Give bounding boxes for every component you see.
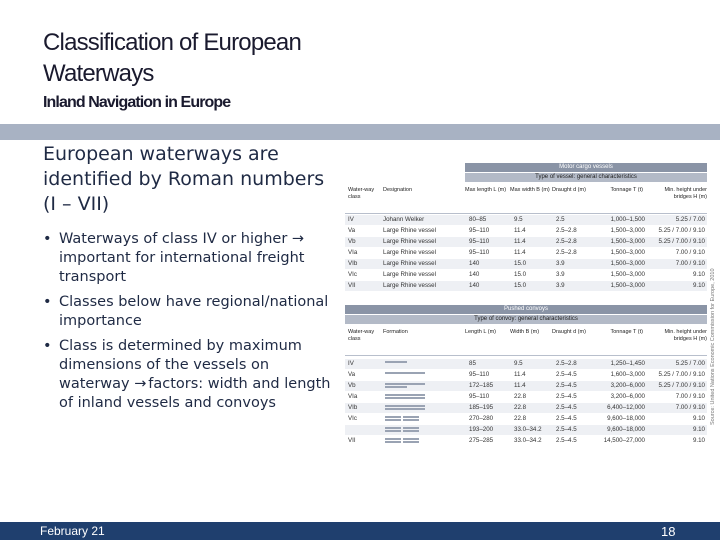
table-cell: 33.0–34.2 [514, 437, 542, 444]
section2-title: Pushed convoys [345, 305, 707, 314]
table-cell: Large Rhine vessel [383, 249, 436, 256]
table-cell: Large Rhine vessel [383, 260, 436, 267]
table-cell: 22.8 [514, 393, 527, 400]
table-row [345, 237, 707, 247]
table-header-cell: Water-way class [348, 187, 375, 200]
table-cell: 9.5 [514, 360, 523, 367]
table-cell: 11.4 [514, 227, 526, 234]
table-cell: VIb [348, 260, 358, 267]
table-header-cell: Designation [383, 187, 413, 193]
table-cell: 22.8 [514, 404, 527, 411]
table-cell: 2.5–4.5 [556, 404, 577, 411]
table-cell: Large Rhine vessel [383, 282, 436, 289]
table-cell: 15.0 [514, 282, 527, 289]
table-cell: 22.8 [514, 415, 527, 422]
table-header-cell: Length L (m) [465, 329, 496, 335]
convoy-formation-mark [385, 419, 401, 421]
table-cell: 2.5–2.8 [556, 227, 577, 234]
table-row [345, 381, 707, 391]
convoy-formation-mark [403, 394, 425, 396]
waterway-classification-table [345, 163, 707, 459]
bullet-item: • Class is determined by maximum dimensions of the vessels on waterway → factors: width and length of inland vessels and convoys [43, 338, 331, 411]
table-cell: Large Rhine vessel [383, 238, 436, 245]
convoy-formation-mark [403, 405, 425, 407]
table-cell: VIa [348, 249, 358, 256]
table-row [345, 392, 707, 402]
table-header-cell: Max length L (m) [465, 187, 507, 193]
footer-bar [0, 522, 720, 540]
table-cell: IV [348, 360, 354, 367]
bullet-item: • Waterways of class IV or higher →important for international freight transport [43, 231, 305, 285]
table-cell: 15.0 [514, 260, 527, 267]
convoy-formation-mark [403, 372, 425, 374]
table-row [345, 359, 707, 369]
table-cell: 9,600–18,000 [607, 415, 645, 422]
table-header-cell: Water-way class [348, 329, 375, 342]
slide-title: Classification of European Waterways [43, 29, 302, 87]
table-cell: 9.10 [692, 437, 705, 444]
table-cell: 95–110 [469, 393, 490, 400]
table-cell: 2.5–4.5 [556, 415, 577, 422]
table-cell: 270–280 [469, 415, 494, 422]
table-cell: 3.9 [556, 282, 565, 289]
table-cell: 172–185 [469, 382, 494, 389]
table-cell: 11.4 [514, 371, 526, 378]
table-cell: 95–110 [469, 227, 490, 234]
table-cell: 6,400–12,000 [607, 404, 645, 411]
table-cell: 1,600–3,000 [610, 371, 645, 378]
table-cell: Vb [348, 238, 356, 245]
arrow-right-icon: → [134, 376, 147, 392]
table-row [345, 425, 707, 435]
table-cell: Vb [348, 382, 356, 389]
table-row [345, 248, 707, 258]
table-cell: 1,500–3,000 [610, 260, 645, 267]
convoy-formation-mark [385, 441, 401, 443]
table-cell: 7.00 / 9.10 [675, 260, 705, 267]
table-cell: 9.10 [692, 415, 705, 422]
table-cell: 11.4 [514, 382, 526, 389]
convoy-formation-mark [385, 361, 407, 363]
table-cell: 5.25 / 7.00 / 9.10 [658, 371, 705, 378]
table-cell: 15.0 [514, 271, 527, 278]
table-cell: 14,500–27,000 [603, 437, 645, 444]
table-cell: 1,500–3,000 [610, 282, 645, 289]
table-cell: 5.25 / 7.00 / 9.10 [658, 382, 705, 389]
table-cell: Va [348, 371, 356, 378]
page-number: 18 [661, 524, 676, 539]
table-row [345, 215, 707, 225]
table-header-cell: Tonnage T (t) [610, 187, 643, 193]
table-cell: 2.5 [556, 216, 565, 223]
table-cell: 2.5–2.8 [556, 238, 577, 245]
table-separator [345, 355, 707, 356]
table-cell: 275–285 [469, 437, 494, 444]
table-cell: 9.10 [692, 282, 705, 289]
table-cell: 33.0–34.2 [514, 426, 542, 433]
table-cell: 95–110 [469, 249, 490, 256]
convoy-formation-mark [385, 416, 401, 418]
table-cell: 11.4 [514, 249, 526, 256]
table-cell: VIc [348, 271, 357, 278]
table-cell: 2.5–4.5 [556, 437, 577, 444]
table-cell: 185–195 [469, 404, 494, 411]
table-cell: VIc [348, 415, 357, 422]
table-cell: 2.5–4.5 [556, 426, 577, 433]
table-cell: 9.10 [692, 426, 705, 433]
table-separator [345, 213, 707, 214]
bullet-list [43, 230, 343, 419]
table-cell: 9.5 [514, 216, 523, 223]
table-cell: 85 [469, 360, 476, 367]
table-header-cell: Draught d (m) [552, 329, 586, 335]
table-cell: 7.00 / 9.10 [675, 404, 705, 411]
table-row [345, 270, 707, 280]
table-cell: 1,500–3,000 [610, 238, 645, 245]
table-cell: 2.5–4.5 [556, 371, 577, 378]
table-cell: 140 [469, 282, 480, 289]
table-cell: 7.00 / 9.10 [675, 249, 705, 256]
convoy-formation-mark [403, 416, 419, 418]
section2-subtitle: Type of convoy: general characteristics [345, 315, 707, 324]
table-cell: IV [348, 216, 354, 223]
bullet-item: • Classes below have regional/national importance [43, 294, 329, 329]
table-cell: 1,000–1,500 [610, 216, 645, 223]
table-cell: 11.4 [514, 238, 526, 245]
table-row [345, 370, 707, 380]
convoy-formation-mark [403, 438, 419, 440]
convoy-formation-mark [403, 419, 419, 421]
table-header-cell: Width B (m) [510, 329, 540, 335]
table-header-cell: Min. height under bridges H (m) [664, 187, 707, 200]
convoy-formation-mark [403, 408, 425, 410]
table-cell: VII [348, 437, 356, 444]
table-cell: 1,500–3,000 [610, 249, 645, 256]
table-cell: 3.9 [556, 260, 565, 267]
table-cell: 140 [469, 260, 480, 267]
table-cell: VIa [348, 393, 358, 400]
table-row [345, 281, 707, 291]
table-cell: VII [348, 282, 356, 289]
table-cell: Johann Welker [383, 216, 425, 223]
table-cell: 5.25 / 7.00 [675, 360, 705, 367]
table-cell: 3,200–6,000 [610, 382, 645, 389]
table-cell: 1,500–3,000 [610, 227, 645, 234]
convoy-formation-mark [403, 397, 425, 399]
table-cell: 80–85 [469, 216, 487, 223]
lead-text: European waterways are identified by Roman numbers (I – VII) [43, 143, 325, 215]
table-cell: VIb [348, 404, 358, 411]
table-cell: 1,500–3,000 [610, 271, 645, 278]
table-cell: 193–200 [469, 426, 494, 433]
table-cell: 2.5–2.8 [556, 360, 577, 367]
table-cell: Large Rhine vessel [383, 227, 436, 234]
table-cell: 9.10 [692, 271, 705, 278]
table-cell: Large Rhine vessel [383, 271, 436, 278]
table-header-cell: Formation [383, 329, 408, 335]
arrow-right-icon: → [291, 231, 305, 247]
table-cell: 95–110 [469, 238, 490, 245]
table-cell: Va [348, 227, 356, 234]
convoy-formation-mark [385, 438, 401, 440]
convoy-formation-mark [403, 430, 419, 432]
table-cell: 1,250–1,450 [610, 360, 645, 367]
table-cell: 140 [469, 271, 480, 278]
table-header-cell: Max width B (m) [510, 187, 550, 193]
table-header-cell: Tonnage T (t) [610, 329, 643, 335]
table-cell: 5.25 / 7.00 / 9.10 [658, 227, 705, 234]
section1-title: Motor cargo vessels [465, 163, 707, 172]
table-cell: 5.25 / 7.00 / 9.10 [658, 238, 705, 245]
table-cell: 5.25 / 7.00 [675, 216, 705, 223]
section1-subtitle: Type of vessel: general characteristics [465, 173, 707, 182]
convoy-formation-mark [385, 427, 401, 429]
table-cell: 3,200–6,000 [610, 393, 645, 400]
convoy-formation-mark [385, 430, 401, 432]
source-note: Source: United Nations Economic Commission for Europe, 2010 [710, 268, 716, 425]
convoy-formation-mark [385, 386, 407, 388]
table-cell: 3.9 [556, 271, 565, 278]
title-divider-bar [0, 124, 720, 140]
table-cell: 2.5–2.8 [556, 249, 577, 256]
table-row [345, 436, 707, 446]
footer-date: February 21 [40, 524, 105, 538]
table-cell: 7.00 / 9.10 [675, 393, 705, 400]
convoy-formation-mark [403, 427, 419, 429]
table-cell: 95–110 [469, 371, 490, 378]
table-header-cell: Draught d (m) [552, 187, 586, 193]
convoy-formation-mark [403, 441, 419, 443]
table-row [345, 259, 707, 269]
table-cell: 2.5–4.5 [556, 393, 577, 400]
convoy-formation-mark [403, 383, 425, 385]
table-cell: 2.5–4.5 [556, 382, 577, 389]
table-header-cell: Min. height under bridges H (m) [664, 329, 707, 342]
slide-subtitle: Inland Navigation in Europe [43, 94, 231, 111]
table-cell: 9,600–18,000 [607, 426, 645, 433]
table-row [345, 414, 707, 424]
table-row [345, 226, 707, 236]
table-row [345, 403, 707, 413]
